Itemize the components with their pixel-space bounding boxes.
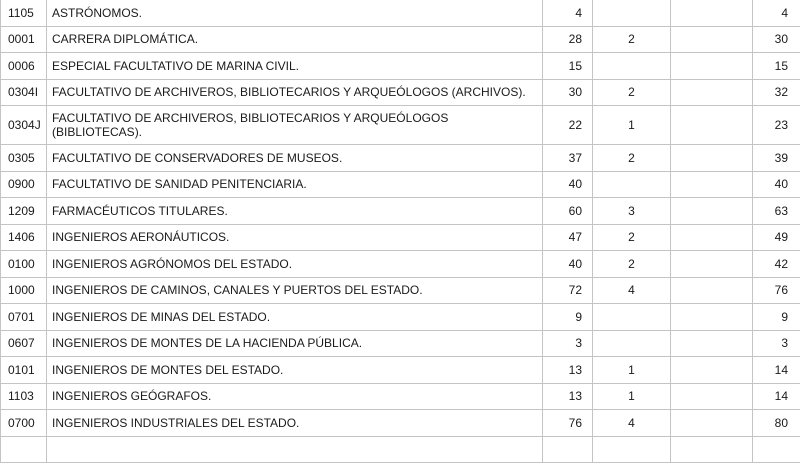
row-code: 1209 [1, 198, 47, 225]
table-row [1, 145, 800, 172]
row-name: INGENIEROS AERONÁUTICOS. [47, 224, 543, 251]
row-col2: 1 [593, 357, 671, 384]
row-total: 40 [753, 171, 800, 198]
row-col1: 40 [543, 251, 593, 278]
row-col2: 1 [593, 383, 671, 410]
table-row [1, 79, 800, 106]
row-total: 14 [753, 357, 800, 384]
row-col2: 4 [593, 410, 671, 437]
row-col3 [671, 357, 753, 384]
row-col2 [593, 436, 671, 463]
table-row [1, 436, 800, 463]
row-col1: 37 [543, 145, 593, 172]
row-total: 15 [753, 53, 800, 80]
row-col3 [671, 304, 753, 331]
row-col1: 13 [543, 383, 593, 410]
row-col3 [671, 171, 753, 198]
row-col1: 60 [543, 198, 593, 225]
row-col3 [671, 198, 753, 225]
row-col3 [671, 383, 753, 410]
table-row [1, 198, 800, 225]
table-row [1, 383, 800, 410]
row-col1: 28 [543, 26, 593, 53]
table-row [1, 106, 800, 145]
row-code: 1406 [1, 224, 47, 251]
row-code: 0700 [1, 410, 47, 437]
row-code: 0101 [1, 357, 47, 384]
table-row [1, 330, 800, 357]
row-col2: 2 [593, 26, 671, 53]
row-col2 [593, 53, 671, 80]
table-row [1, 277, 800, 304]
row-col2: 2 [593, 251, 671, 278]
row-code: 0100 [1, 251, 47, 278]
row-code: 0304I [1, 79, 47, 106]
table-row [1, 26, 800, 53]
row-total [753, 436, 800, 463]
row-name [47, 436, 543, 463]
row-total: 42 [753, 251, 800, 278]
row-col3 [671, 251, 753, 278]
row-code: 0607 [1, 330, 47, 357]
row-code: 0304J [1, 106, 47, 145]
row-name: CARRERA DIPLOMÁTICA. [47, 26, 543, 53]
table-row [1, 0, 800, 26]
row-col2 [593, 330, 671, 357]
row-col2: 2 [593, 79, 671, 106]
row-name: INGENIEROS AGRÓNOMOS DEL ESTADO. [47, 251, 543, 278]
table-row [1, 224, 800, 251]
row-total: 63 [753, 198, 800, 225]
table-row [1, 171, 800, 198]
row-col3 [671, 79, 753, 106]
row-code [1, 436, 47, 463]
row-code: 1105 [1, 0, 47, 26]
row-name: INGENIEROS DE MONTES DEL ESTADO. [47, 357, 543, 384]
row-total: 30 [753, 26, 800, 53]
row-name: ESPECIAL FACULTATIVO DE MARINA CIVIL. [47, 53, 543, 80]
row-total: 4 [753, 0, 800, 26]
row-code: 1000 [1, 277, 47, 304]
row-name: FACULTATIVO DE CONSERVADORES DE MUSEOS. [47, 145, 543, 172]
table-row [1, 357, 800, 384]
row-col2 [593, 304, 671, 331]
table-row [1, 304, 800, 331]
row-col3 [671, 145, 753, 172]
row-total: 23 [753, 106, 800, 145]
row-col1: 4 [543, 0, 593, 26]
row-col3 [671, 436, 753, 463]
row-col1: 76 [543, 410, 593, 437]
row-col3 [671, 224, 753, 251]
row-total: 3 [753, 330, 800, 357]
row-col3 [671, 26, 753, 53]
row-col1: 47 [543, 224, 593, 251]
row-col1: 30 [543, 79, 593, 106]
row-col1: 72 [543, 277, 593, 304]
row-total: 14 [753, 383, 800, 410]
table-row [1, 251, 800, 278]
row-col3 [671, 0, 753, 26]
row-total: 32 [753, 79, 800, 106]
row-col3 [671, 106, 753, 145]
row-code: 0001 [1, 26, 47, 53]
row-code: 0006 [1, 53, 47, 80]
table-row [1, 53, 800, 80]
table-row [1, 410, 800, 437]
row-name: INGENIEROS DE MINAS DEL ESTADO. [47, 304, 543, 331]
row-name: FACULTATIVO DE SANIDAD PENITENCIARIA. [47, 171, 543, 198]
row-name: FACULTATIVO DE ARCHIVEROS, BIBLIOTECARIOS Y ARQUEÓLOGOS (ARCHIVOS). [47, 79, 543, 106]
row-code: 0305 [1, 145, 47, 172]
row-total: 39 [753, 145, 800, 172]
row-code: 1103 [1, 383, 47, 410]
row-total: 49 [753, 224, 800, 251]
row-col1: 40 [543, 171, 593, 198]
row-name: FACULTATIVO DE ARCHIVEROS, BIBLIOTECARIOS Y ARQUEÓLOGOS (BIBLIOTECAS). [47, 106, 543, 145]
row-name: INGENIEROS DE MONTES DE LA HACIENDA PÚBLICA. [47, 330, 543, 357]
row-code: 0701 [1, 304, 47, 331]
row-col2 [593, 171, 671, 198]
row-col1: 9 [543, 304, 593, 331]
row-total: 80 [753, 410, 800, 437]
row-col3 [671, 330, 753, 357]
row-col1: 13 [543, 357, 593, 384]
row-col1 [543, 436, 593, 463]
row-code: 0900 [1, 171, 47, 198]
row-col3 [671, 53, 753, 80]
row-name: FARMACÉUTICOS TITULARES. [47, 198, 543, 225]
row-col2: 1 [593, 106, 671, 145]
row-col1: 3 [543, 330, 593, 357]
row-col3 [671, 410, 753, 437]
row-col1: 15 [543, 53, 593, 80]
row-name: INGENIEROS DE CAMINOS, CANALES Y PUERTOS DEL ESTADO. [47, 277, 543, 304]
row-name: INGENIEROS INDUSTRIALES DEL ESTADO. [47, 410, 543, 437]
row-total: 76 [753, 277, 800, 304]
row-name: INGENIEROS GEÓGRAFOS. [47, 383, 543, 410]
row-col3 [671, 277, 753, 304]
row-name: ASTRÓNOMOS. [47, 0, 543, 26]
row-col2: 2 [593, 145, 671, 172]
row-col2: 2 [593, 224, 671, 251]
row-col2: 4 [593, 277, 671, 304]
row-col2 [593, 0, 671, 26]
row-total: 9 [753, 304, 800, 331]
row-col2: 3 [593, 198, 671, 225]
row-col1: 22 [543, 106, 593, 145]
